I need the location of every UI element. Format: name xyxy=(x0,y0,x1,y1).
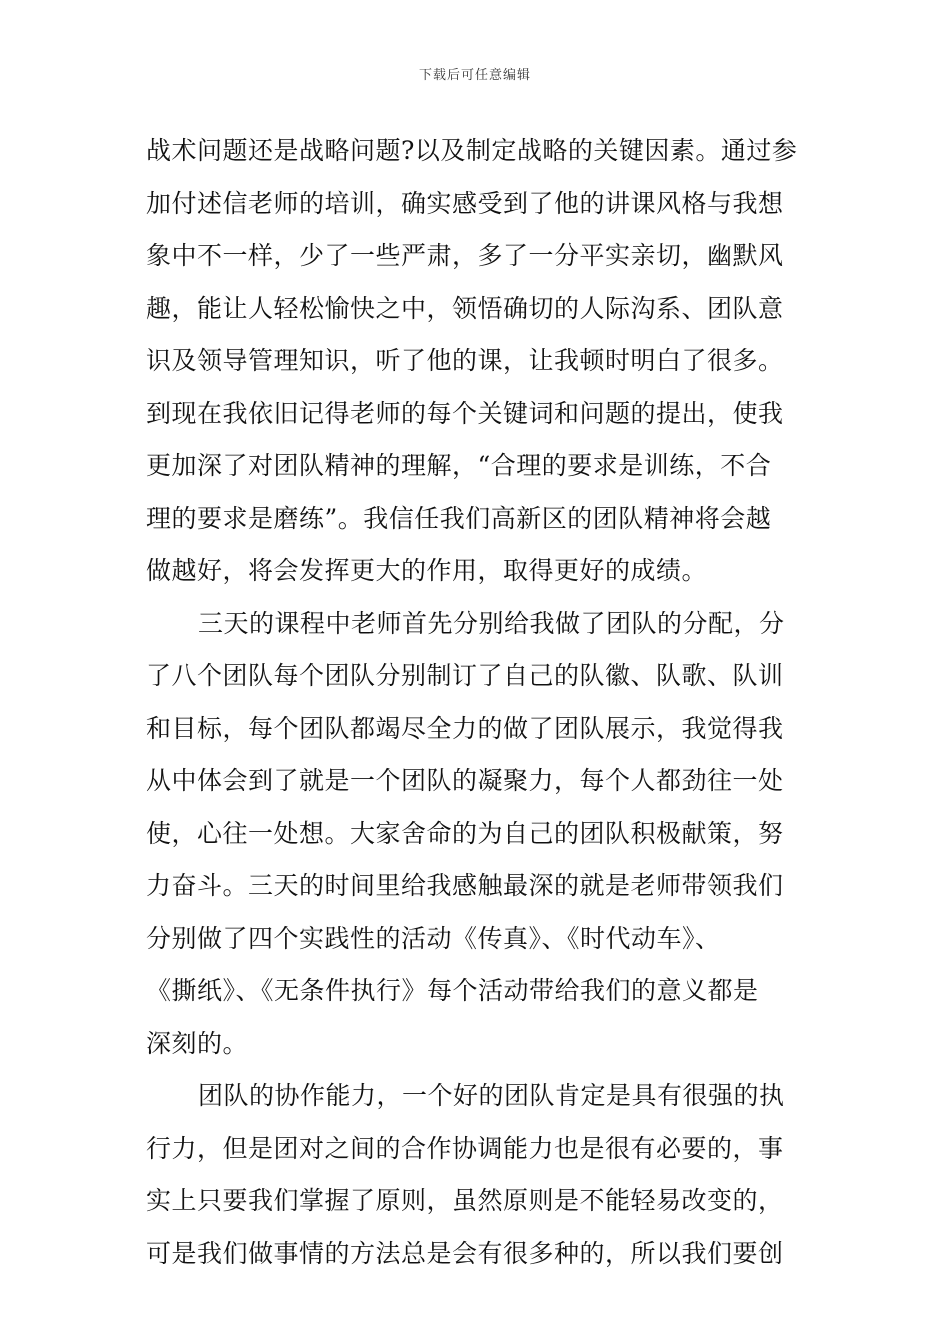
text-line: 做越好，将会发挥更大的作用，取得更好的成绩。 xyxy=(146,556,708,585)
text-line: 力奋斗。三天的时间里给我感触最深的就是老师带领我们 xyxy=(146,871,784,900)
text-line: 趣，能让人轻松愉快之中，领悟确切的人际沟系、团队意 xyxy=(146,293,784,323)
text-line: 到现在我依旧记得老师的每个关键词和问题的提出，使我 xyxy=(146,398,784,428)
text-line: 使，心往一处想。大家舍命的为自己的团队积极献策，努 xyxy=(146,818,784,848)
text-line: 实上只要我们掌握了原则，虽然原则是不能轻易改变的， xyxy=(146,1186,784,1215)
text-line: 可是我们做事情的方法总是会有很多种的，所以我们要创 xyxy=(146,1238,784,1268)
paragraph-start-line: 团队的协作能力，一个好的团队肯定是具有很强的执 xyxy=(198,1081,785,1110)
text-line: 《撕纸》、《无条件执行》每个活动带给我们的意义都是 xyxy=(146,976,759,1005)
paragraph-start-line: 三天的课程中老师首先分别给我做了团队的分配，分 xyxy=(198,608,785,638)
text-line: 从中体会到了就是一个团队的凝聚力，每个人都劲往一处 xyxy=(146,766,784,795)
document-body xyxy=(146,125,816,1280)
text-line: 加付述信老师的培训，确实感受到了他的讲课风格与我想 xyxy=(146,188,784,218)
text-line: 更加深了对团队精神的理解，“合理的要求是训练，不合 xyxy=(146,451,772,480)
text-line: 理的要求是磨练”。我信任我们高新区的团队精神将会越 xyxy=(146,503,772,533)
text-line: 行力，但是团对之间的合作协调能力也是很有必要的，事 xyxy=(146,1133,784,1163)
text-line: 象中不一样，少了一些严肃，多了一分平实亲切，幽默风 xyxy=(146,241,784,270)
text-line: 识及领导管理知识，听了他的课，让我顿时明白了很多。 xyxy=(146,346,784,375)
text-line: 和目标，每个团队都竭尽全力的做了团队展示，我觉得我 xyxy=(146,713,784,743)
text-line: 战术问题还是战略问题?以及制定战略的关键因素。通过参 xyxy=(146,136,798,165)
text-line: 了八个团队每个团队分别制订了自己的队徽、队歌、队训 xyxy=(146,661,784,690)
text-line: 分别做了四个实践性的活动《传真》、《时代动车》、 xyxy=(146,923,721,953)
text-line: 深刻的。 xyxy=(146,1028,249,1058)
page-header-note: 下载后可任意编辑 xyxy=(418,68,531,83)
